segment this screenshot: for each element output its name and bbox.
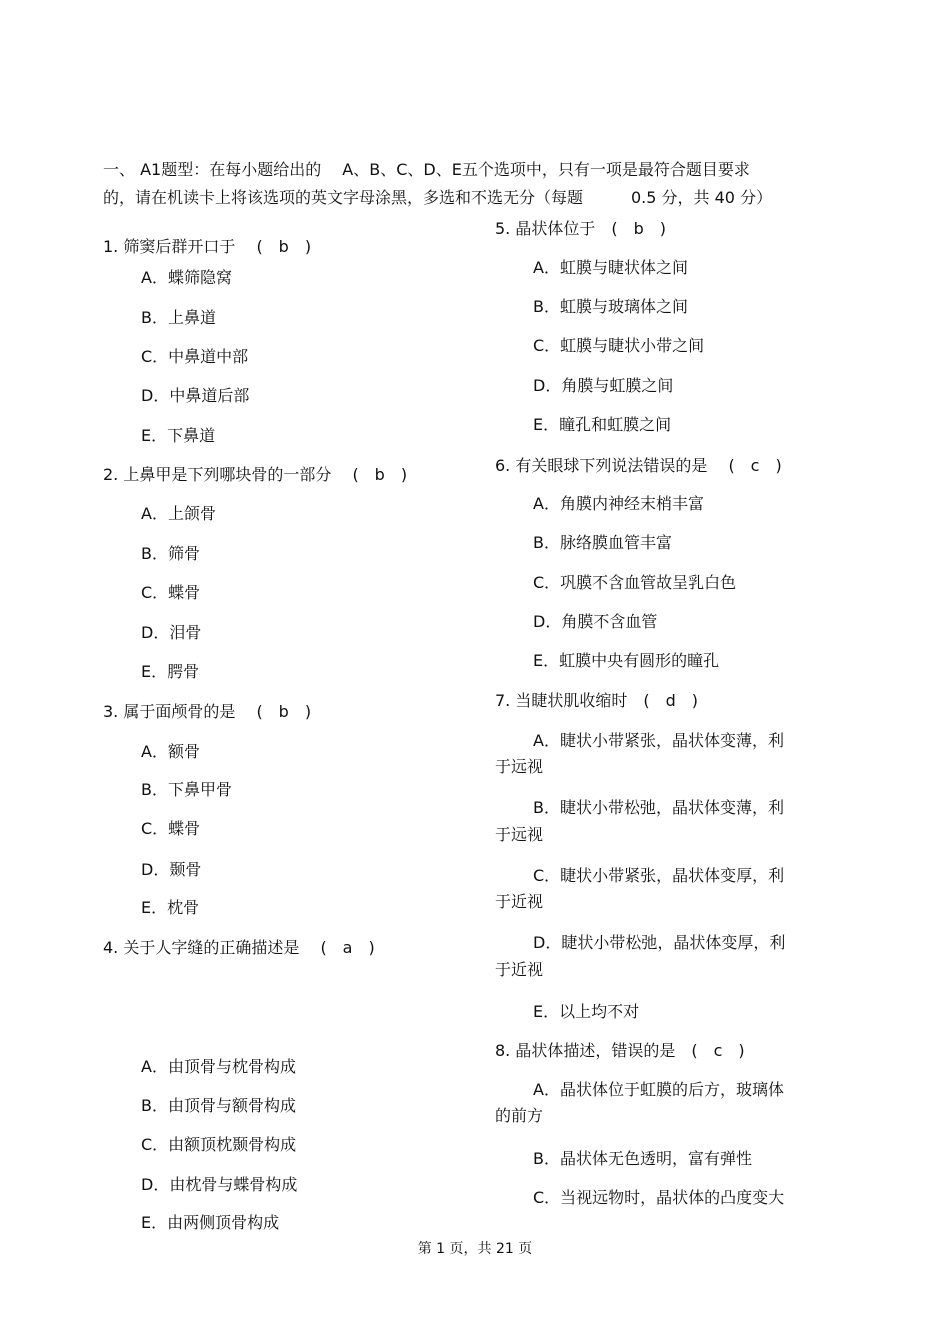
option: C．中鼻道中部 xyxy=(141,347,249,366)
option: C．当视远物时，晶状体的凸度变大 xyxy=(533,1188,785,1207)
question-stem: 3. 属于面颅骨的是 ( b ) xyxy=(103,702,312,721)
option: D．角膜与虹膜之间 xyxy=(533,376,674,395)
option: C．巩膜不含血管故呈乳白色 xyxy=(533,573,737,592)
option: A．由顶骨与枕骨构成 xyxy=(141,1057,296,1076)
question-stem: 2. 上鼻甲是下列哪块骨的一部分 ( b ) xyxy=(103,465,408,484)
question-stem: 8. 晶状体描述，错误的是 ( c ) xyxy=(495,1041,745,1060)
option: A．睫状小带紧张，晶状体变薄，利 xyxy=(533,731,784,750)
option: C．蝶骨 xyxy=(141,583,201,602)
option: C．睫状小带紧张，晶状体变厚，利 xyxy=(533,866,785,885)
page-footer: 第 1 页，共 21 页 xyxy=(417,1241,533,1257)
instructions-line-1: 一、 A1题型：在每小题给出的 A、B、C、D、E五个选项中，只有一项是最符合题目要求 xyxy=(103,160,750,179)
option: B．脉络膜血管丰富 xyxy=(533,533,672,552)
question-stem: 1. 筛窦后群开口于 ( b ) xyxy=(103,237,312,256)
option: A．角膜内神经末梢丰富 xyxy=(533,494,704,513)
option-continuation: 于远视 xyxy=(495,757,544,776)
option: E．腭骨 xyxy=(141,662,200,681)
option: D．睫状小带松弛，晶状体变厚，利 xyxy=(533,933,786,952)
option: B．睫状小带松弛，晶状体变薄，利 xyxy=(533,798,784,817)
option: E．枕骨 xyxy=(141,898,200,917)
option: B．下鼻甲骨 xyxy=(141,780,232,799)
option: A．晶状体位于虹膜的后方，玻璃体 xyxy=(533,1080,784,1099)
option: D．角膜不含血管 xyxy=(533,612,658,631)
option-continuation: 的前方 xyxy=(495,1106,544,1125)
option-continuation: 于近视 xyxy=(495,960,544,979)
option: D．中鼻道后部 xyxy=(141,386,250,405)
question-stem: 4. 关于人字缝的正确描述是 ( a ) xyxy=(103,938,375,957)
option: E．由两侧顶骨构成 xyxy=(141,1213,280,1232)
option: A．额骨 xyxy=(141,742,200,761)
question-stem: 6. 有关眼球下列说法错误的是 ( c ) xyxy=(495,456,782,475)
question-stem: 5. 晶状体位于 ( b ) xyxy=(495,219,666,238)
option: B．筛骨 xyxy=(141,544,200,563)
question-stem: 7. 当睫状肌收缩时 ( d ) xyxy=(495,691,698,710)
option: B．由顶骨与额骨构成 xyxy=(141,1096,296,1115)
option: A．蝶筛隐窝 xyxy=(141,268,232,287)
option: A．虹膜与睫状体之间 xyxy=(533,258,688,277)
option: D．颞骨 xyxy=(141,860,202,879)
option-continuation: 于近视 xyxy=(495,892,544,911)
option: C．虹膜与睫状小带之间 xyxy=(533,336,705,355)
option: E．以上均不对 xyxy=(533,1002,640,1021)
option: E．瞳孔和虹膜之间 xyxy=(533,415,672,434)
option-continuation: 于远视 xyxy=(495,825,544,844)
option: B．上鼻道 xyxy=(141,308,216,327)
option: C．由额顶枕颞骨构成 xyxy=(141,1135,297,1154)
option: B．虹膜与玻璃体之间 xyxy=(533,297,688,316)
option: E．下鼻道 xyxy=(141,426,216,445)
option: C．蝶骨 xyxy=(141,819,201,838)
option: E．虹膜中央有圆形的瞳孔 xyxy=(533,651,720,670)
instructions-line-2: 的，请在机读卡上将该选项的英文字母涂黑，多选和不选无分（每题 0.5 分，共 40 分） xyxy=(103,188,773,207)
option: D．由枕骨与蝶骨构成 xyxy=(141,1175,298,1194)
option: B．晶状体无色透明，富有弹性 xyxy=(533,1149,752,1168)
option: D．泪骨 xyxy=(141,623,202,642)
option: A．上颌骨 xyxy=(141,504,216,523)
